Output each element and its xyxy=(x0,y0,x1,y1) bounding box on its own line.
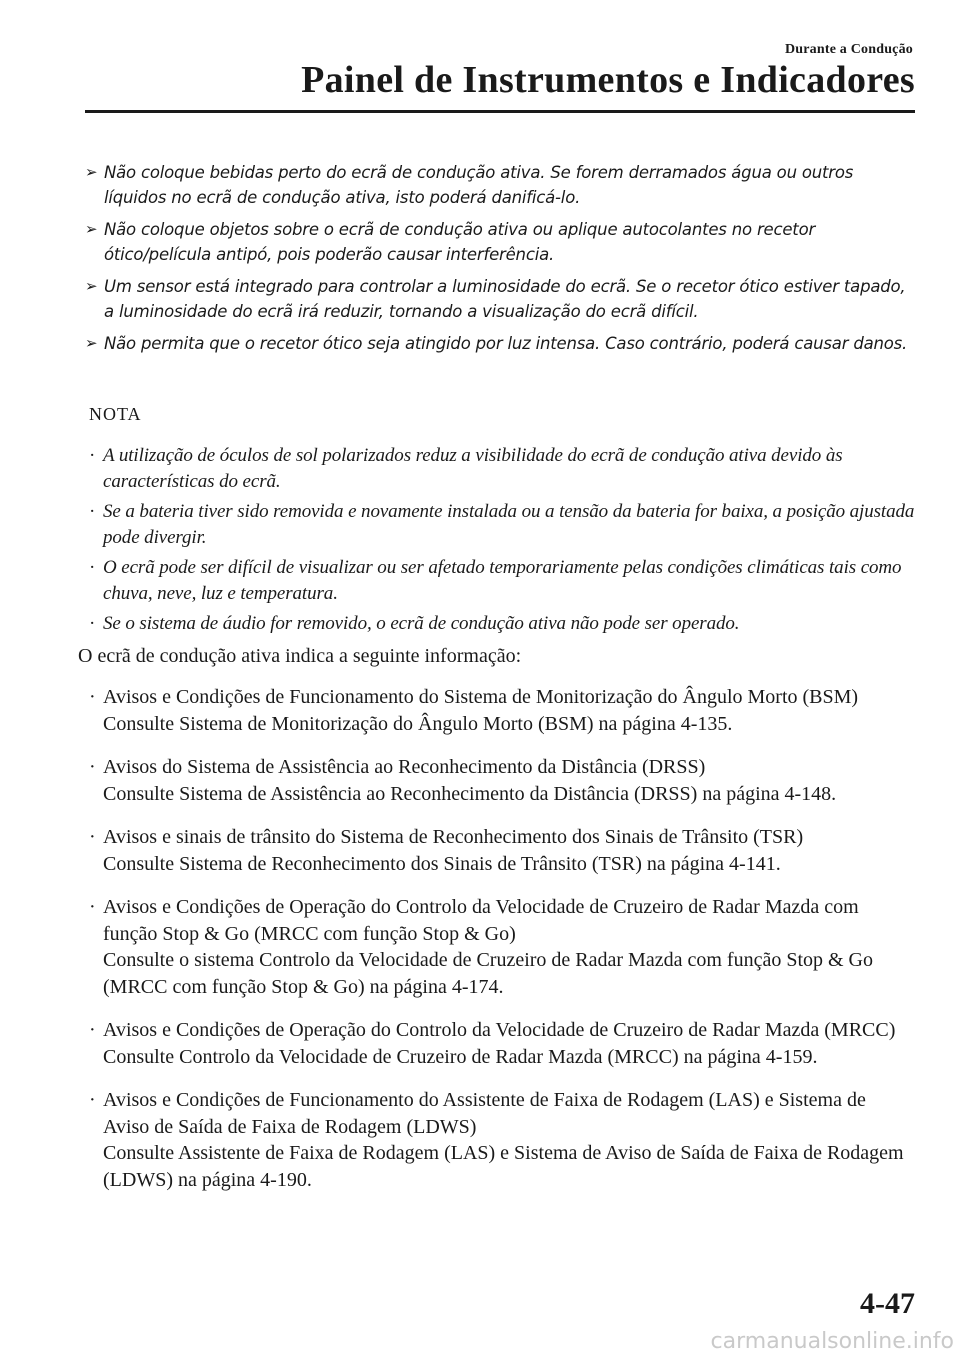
page-number: 4-47 xyxy=(860,1287,915,1320)
bullet-dot-icon: · xyxy=(89,445,96,466)
info-title: Avisos e Condições de Funcionamento do Assistente de Faixa de Rodagem (LAS) e Sistema de Aviso de Saída de Faixa de Rodagem (LDWS) xyxy=(103,1089,866,1138)
header-rule xyxy=(85,110,915,113)
info-title: Avisos e Condições de Operação do Controlo da Velocidade de Cruzeiro de Radar Mazda (MRCC) xyxy=(103,1019,896,1041)
info-title: Avisos e Condições de Funcionamento do Sistema de Monitorização do Ângulo Morto (BSM) xyxy=(103,686,859,708)
nota-list xyxy=(89,443,915,641)
arrow-bullet-icon: ➢ xyxy=(85,277,98,295)
bullet-dot-icon: · xyxy=(89,613,96,634)
info-title: Avisos e Condições de Operação do Controlo da Velocidade de Cruzeiro de Radar Mazda com função Stop & Go (MRCC com função Stop & Go) xyxy=(103,896,859,945)
intro-text: O ecrã de condução ativa indica a seguinte informação: xyxy=(78,645,522,667)
info-title: Avisos e sinais de trânsito do Sistema de Reconhecimento dos Sinais de Trânsito (TSR) xyxy=(103,826,804,848)
caution-item xyxy=(85,274,915,324)
bullet-dot-icon: · xyxy=(89,756,96,778)
nota-item xyxy=(89,555,915,607)
page-title: Painel de Instrumentos e Indicadores xyxy=(301,59,915,101)
nota-text: Se o sistema de áudio for removido, o ecrã de condução ativa não pode ser operado. xyxy=(103,613,740,634)
caution-text: Não coloque bebidas perto do ecrã de condução ativa. Se forem derramados água ou outros líquidos no ecrã de condução ativa, isto poderá danificá-lo. xyxy=(104,163,854,207)
bullet-dot-icon: · xyxy=(89,1019,96,1041)
bullet-dot-icon: · xyxy=(89,557,96,578)
caution-text: Um sensor está integrado para controlar a luminosidade do ecrã. Se o recetor ótico estiver tapado, a luminosidade do ecrã irá reduzir, tornando a visualização do ecrã difícil. xyxy=(104,277,906,321)
bullet-dot-icon: · xyxy=(89,686,96,708)
info-reference: Consulte Sistema de Reconhecimento dos Sinais de Trânsito (TSR) na página 4-141. xyxy=(103,852,781,875)
caution-text: Não permita que o recetor ótico seja atingido por luz intensa. Caso contrário, poderá causar danos. xyxy=(104,334,908,353)
caution-item xyxy=(85,160,915,210)
info-list xyxy=(89,684,915,1210)
info-title: Avisos do Sistema de Assistência ao Reconhecimento da Distância (DRSS) xyxy=(103,756,706,778)
info-item xyxy=(89,1087,915,1193)
nota-item xyxy=(89,611,915,637)
nota-item xyxy=(89,499,915,551)
info-reference: Consulte o sistema Controlo da Velocidade de Cruzeiro de Radar Mazda com função Stop & Go (MRCC com função Stop & Go) na página 4-174. xyxy=(103,949,873,998)
info-reference: Consulte Assistente de Faixa de Rodagem (LAS) e Sistema de Aviso de Saída de Faixa de Rodagem (LDWS) na página 4-190. xyxy=(103,1142,904,1191)
caution-item xyxy=(85,217,915,267)
info-reference: Consulte Controlo da Velocidade de Cruzeiro de Radar Mazda (MRCC) na página 4-159. xyxy=(103,1045,818,1068)
nota-text: Se a bateria tiver sido removida e novamente instalada ou a tensão da bateria for baixa, a posição ajustada pode divergir. xyxy=(103,501,915,548)
info-item xyxy=(89,1017,915,1070)
info-item xyxy=(89,894,915,1000)
nota-heading: NOTA xyxy=(89,404,142,424)
info-item xyxy=(89,824,915,877)
caution-list xyxy=(85,160,915,363)
bullet-dot-icon: · xyxy=(89,501,96,522)
info-reference: Consulte Sistema de Assistência ao Reconhecimento da Distância (DRSS) na página 4-148. xyxy=(103,782,837,805)
bullet-dot-icon: · xyxy=(89,826,96,848)
bullet-dot-icon: · xyxy=(89,896,96,918)
arrow-bullet-icon: ➢ xyxy=(85,220,98,238)
arrow-bullet-icon: ➢ xyxy=(85,163,98,181)
arrow-bullet-icon: ➢ xyxy=(85,334,98,352)
nota-text: A utilização de óculos de sol polarizados reduz a visibilidade do ecrã de condução ativa devido às características do ecrã. xyxy=(103,445,843,492)
info-item xyxy=(89,684,915,737)
info-reference: Consulte Sistema de Monitorização do Ângulo Morto (BSM) na página 4-135. xyxy=(103,712,733,735)
bullet-dot-icon: · xyxy=(89,1089,96,1111)
caution-item xyxy=(85,331,915,356)
info-item xyxy=(89,754,915,807)
section-name: Durante a Condução xyxy=(784,42,913,57)
caution-text: Não coloque objetos sobre o ecrã de condução ativa ou aplique autocolantes no recetor ótico/película antipó, pois poderão causar interferência. xyxy=(104,220,816,264)
watermark: carmanualsonline.info xyxy=(710,1329,954,1354)
nota-text: O ecrã pode ser difícil de visualizar ou ser afetado temporariamente pelas condições climáticas tais como chuva, neve, luz e temperatura. xyxy=(103,557,902,604)
nota-item xyxy=(89,443,915,495)
